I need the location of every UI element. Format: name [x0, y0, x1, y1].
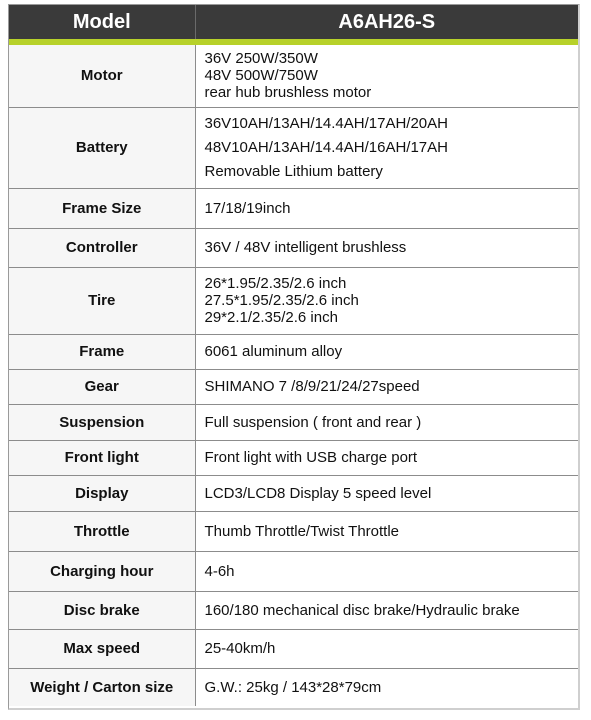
spec-label: Motor [9, 42, 195, 107]
spec-value-line: 36V 250W/350W [204, 50, 318, 68]
spec-value [195, 475, 578, 511]
spec-value-line: Thumb Throttle/Twist Throttle [204, 522, 400, 540]
spec-label: Controller [9, 228, 195, 267]
spec-value-line: 26*1.95/2.35/2.6 inch [204, 275, 347, 292]
spec-value [195, 334, 578, 369]
spec-row-max-speed [9, 629, 578, 668]
spec-row-battery [9, 107, 578, 188]
spec-value-line: 36V10AH/13AH/14.4AH/17AH/20AH [204, 114, 448, 132]
spec-value [195, 668, 578, 706]
spec-label: Suspension [9, 404, 195, 440]
spec-value [195, 369, 578, 404]
spec-row-motor [9, 42, 578, 107]
spec-label: Disc brake [9, 591, 195, 629]
spec-row-tire [9, 267, 578, 334]
spec-label: Tire [9, 267, 195, 334]
spec-value [195, 267, 578, 334]
spec-label: Weight / Carton size [9, 668, 195, 706]
spec-value [195, 551, 578, 591]
spec-label: Battery [9, 107, 195, 188]
spec-row-controller [9, 228, 578, 267]
spec-label: Frame Size [9, 188, 195, 228]
spec-value-line: 27.5*1.95/2.35/2.6 inch [204, 292, 359, 309]
spec-value-line: Full suspension ( front and rear ) [204, 413, 422, 431]
spec-sheet [8, 4, 580, 710]
spec-value-line: 48V 500W/750W [204, 67, 318, 85]
spec-value [195, 404, 578, 440]
spec-row-frame [9, 334, 578, 369]
header-model-value: A6AH26-S [195, 5, 578, 42]
spec-label: Front light [9, 440, 195, 475]
spec-value-line: 29*2.1/2.35/2.6 inch [204, 309, 338, 326]
spec-value-line: LCD3/LCD8 Display 5 speed level [204, 484, 432, 502]
spec-row-display [9, 475, 578, 511]
spec-value-line: G.W.: 25kg / 143*28*79cm [204, 678, 382, 696]
spec-value [195, 511, 578, 551]
spec-label: Charging hour [9, 551, 195, 591]
spec-row-frame-size [9, 188, 578, 228]
spec-row-weight-carton-size [9, 668, 578, 706]
header-model-label: Model [9, 5, 195, 42]
spec-value [195, 188, 578, 228]
spec-value-line: 25-40km/h [204, 640, 276, 657]
spec-value-line: 36V / 48V intelligent brushless [204, 239, 407, 256]
spec-value [195, 228, 578, 267]
spec-value [195, 107, 578, 188]
spec-value [195, 440, 578, 475]
spec-value-line: 48V10AH/13AH/14.4AH/16AH/17AH [204, 138, 448, 156]
spec-value-line: 6061 aluminum alloy [204, 343, 343, 360]
spec-row-throttle [9, 511, 578, 551]
spec-table [9, 5, 578, 706]
spec-value [195, 591, 578, 629]
spec-value-line: 160/180 mechanical disc brake/Hydraulic brake [204, 601, 520, 619]
spec-value-line: Front light with USB charge port [204, 449, 418, 466]
spec-label: Frame [9, 334, 195, 369]
spec-label: Max speed [9, 629, 195, 668]
spec-value [195, 629, 578, 668]
spec-label: Throttle [9, 511, 195, 551]
spec-row-front-light [9, 440, 578, 475]
spec-row-charging-hour [9, 551, 578, 591]
spec-value-line: SHIMANO 7 /8/9/21/24/27speed [204, 378, 420, 395]
spec-value-line: 4-6h [204, 562, 235, 580]
spec-value-line: rear hub brushless motor [204, 84, 372, 102]
spec-label: Display [9, 475, 195, 511]
spec-row-gear [9, 369, 578, 404]
table-header-row [9, 5, 578, 42]
spec-value-line: Removable Lithium battery [204, 162, 383, 180]
spec-row-disc-brake [9, 591, 578, 629]
spec-value-line: 17/18/19inch [204, 199, 291, 217]
spec-value [195, 42, 578, 107]
spec-row-suspension [9, 404, 578, 440]
spec-label: Gear [9, 369, 195, 404]
